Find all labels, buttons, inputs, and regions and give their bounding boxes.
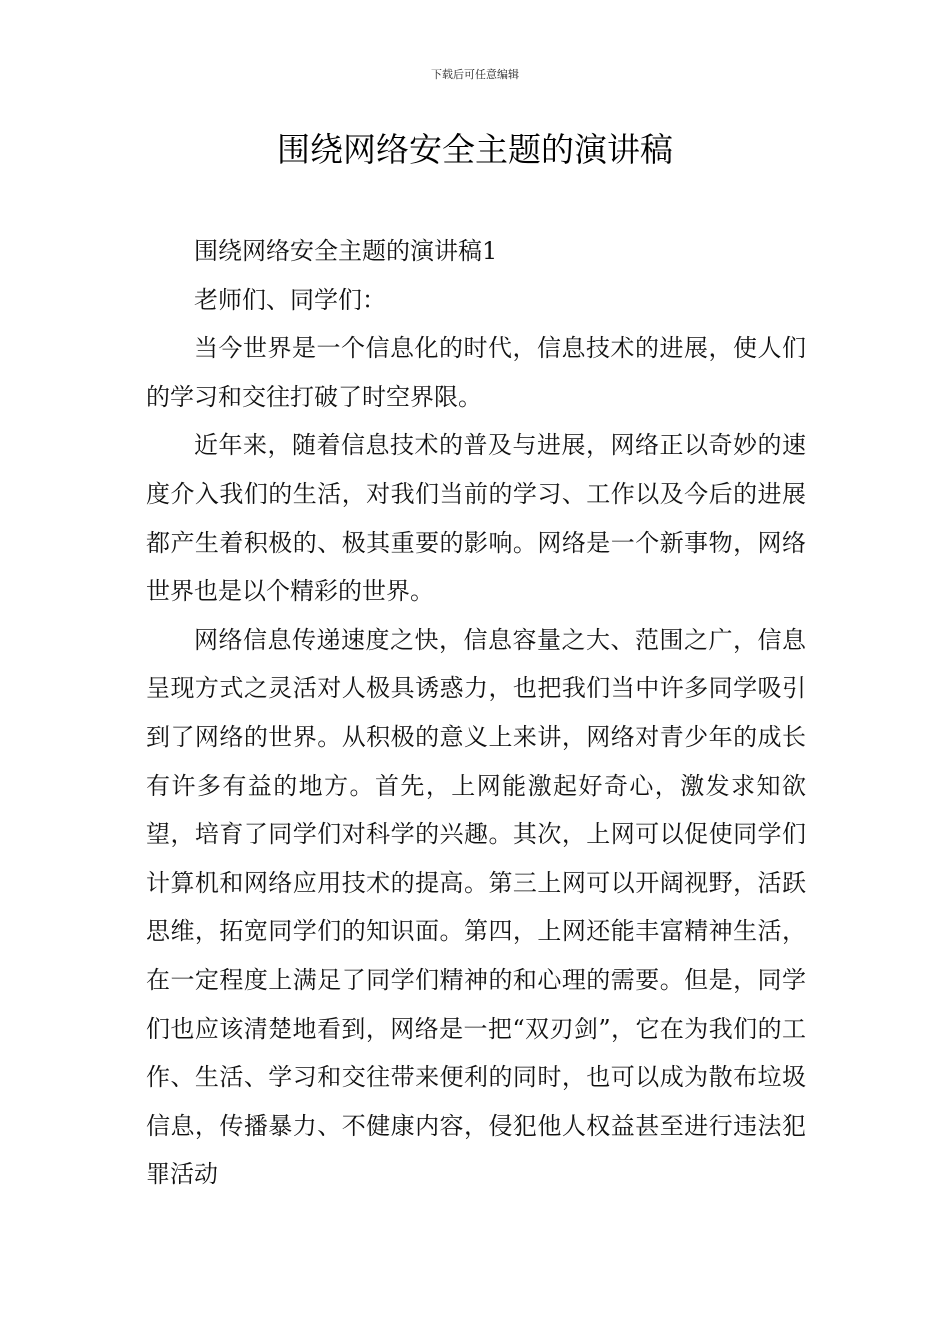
document-title: 围绕网络安全主题的演讲稿 (277, 130, 673, 169)
paragraph: 网络信息传递速度之快，信息容量之大、范围之广，信息呈现方式之灵活对人极具诱惑力，也把我们当中许多同学吸引到了网络的世界。从积极的意义上来讲，网络对青少年的成长有许多有益的地方。首先，上网能激起好奇心，激发求知欲望，培育了同学们对科学的兴趣。其次，上网可以促使同学们计算机和网络应用技术的提高。第三上网可以开阔视野，活跃思维，拓宽同学们的知识面。第四，上网还能丰富精神生活，在一定程度上满足了同学们精神的和心理的需要。但是，同学们也应该清楚地看到，网络是一把“双刃剑”，它在为我们的工作、生活、学习和交往带来便利的同时，也可以成为散布垃圾信息，传播暴力、不健康内容，侵犯他人权益甚至进行违法犯罪活动 (146, 625, 806, 1189)
salutation: 老师们、同学们： (194, 285, 386, 314)
section-heading: 围绕网络安全主题的演讲稿1 (194, 237, 498, 265)
document-body (146, 227, 806, 1199)
paragraph: 当今世界是一个信息化的时代，信息技术的进展，使人们的学习和交往打破了时空界限。 (146, 334, 806, 411)
header-note: 下载后可任意编辑 (431, 68, 519, 81)
paragraph: 近年来，随着信息技术的普及与进展，网络正以奇妙的速度介入我们的生活，对我们当前的学习、工作以及今后的进展都产生着积极的、极其重要的影响。网络是一个新事物，网络世界也是以个精彩的世界。 (146, 431, 806, 606)
